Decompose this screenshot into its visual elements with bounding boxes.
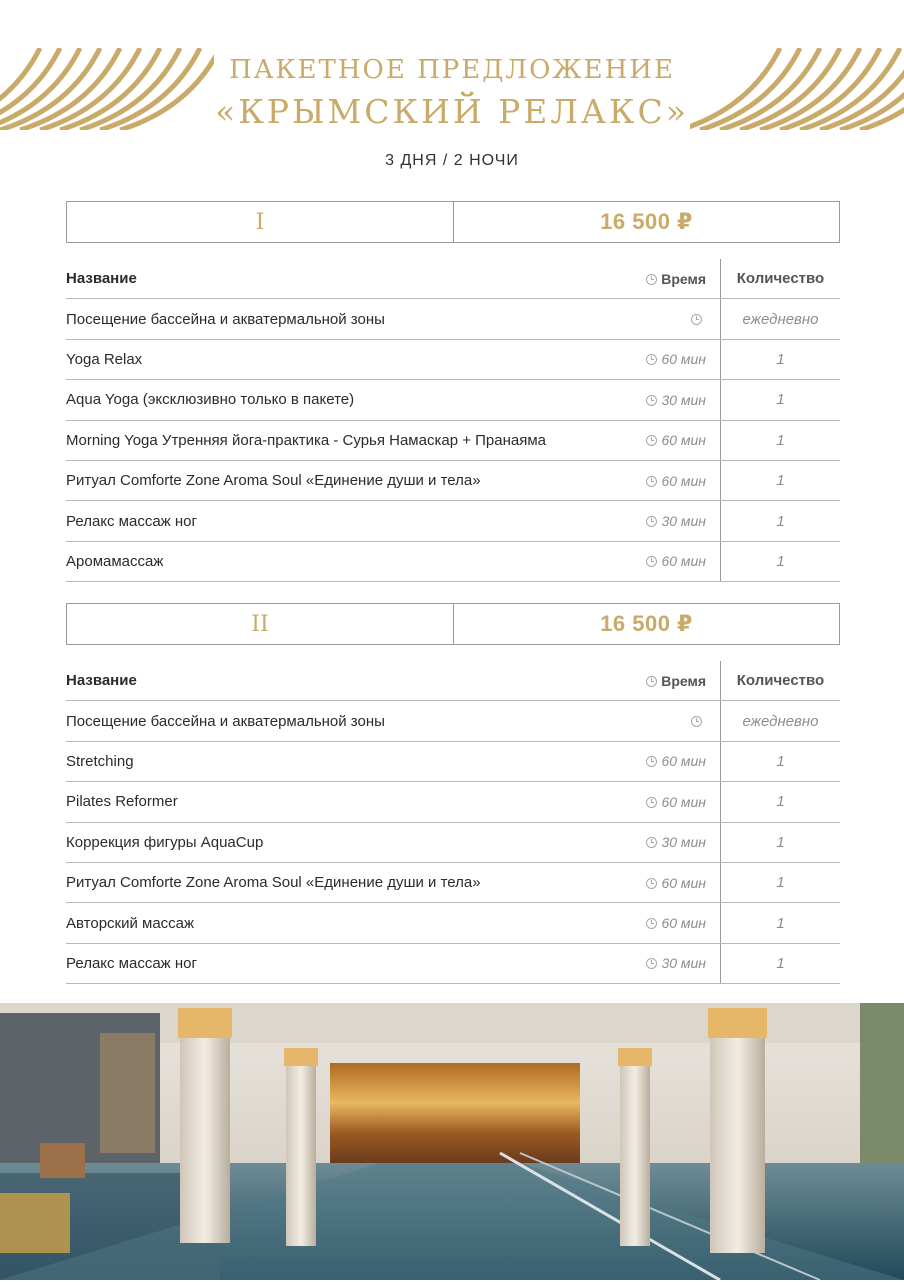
table-row: [66, 501, 840, 541]
table-row: [66, 944, 840, 984]
table-row: [66, 701, 840, 741]
column-name-header: Название: [66, 672, 137, 690]
service-quantity: 1: [720, 782, 840, 821]
service-quantity: 1: [720, 823, 840, 862]
clock-icon: [646, 797, 657, 808]
clock-icon: [646, 354, 657, 365]
service-quantity: 1: [720, 461, 840, 500]
service-name: Посещение бассейна и акватермальной зоны: [66, 310, 385, 328]
service-quantity: 1: [720, 340, 840, 379]
table-row: [66, 903, 840, 943]
page-title-line1: ПАКЕТНОЕ ПРЕДЛОЖЕНИЕ: [229, 55, 675, 85]
clock-icon: [646, 958, 657, 969]
service-quantity: 1: [720, 944, 840, 983]
column-qty-header: Количество: [720, 661, 840, 700]
clock-icon: [646, 756, 657, 767]
clock-icon: [646, 837, 657, 848]
service-quantity: 1: [720, 742, 840, 781]
clock-icon: [646, 676, 657, 687]
service-name: Pilates Reformer: [66, 793, 178, 811]
clock-icon: [646, 918, 657, 929]
clock-icon: [691, 716, 702, 727]
service-duration: 60 мин: [630, 473, 720, 489]
package-price: 16 500 ₽: [600, 209, 693, 234]
service-name: Ритуал Comforte Zone Aroma Soul «Единение души и тела»: [66, 472, 481, 490]
service-quantity: 1: [720, 542, 840, 581]
service-duration: 30 мин: [630, 955, 720, 971]
page-title-line2: «КРЫМСКИЙ РЕЛАКС»: [215, 92, 689, 131]
service-duration: 30 мин: [630, 392, 720, 408]
service-duration: 60 мин: [630, 553, 720, 569]
clock-icon: [646, 395, 657, 406]
service-duration: [630, 713, 720, 729]
service-duration: [630, 311, 720, 327]
package-header-2: [66, 603, 840, 645]
service-duration: 60 мин: [630, 875, 720, 891]
clock-icon: [646, 556, 657, 567]
service-name: Yoga Relax: [66, 350, 143, 368]
package-number: I: [67, 202, 454, 242]
table-row: [66, 421, 840, 461]
table-row: [66, 340, 840, 380]
table-row: [66, 380, 840, 420]
service-quantity: ежедневно: [720, 299, 840, 338]
clock-icon: [646, 274, 657, 285]
service-name: Посещение бассейна и акватермальной зоны: [66, 712, 385, 730]
table-header: [66, 259, 840, 299]
column-name-header: Название: [66, 270, 137, 288]
service-quantity: 1: [720, 863, 840, 902]
clock-icon: [691, 314, 702, 325]
package-number: II: [67, 604, 454, 644]
table-header: [66, 661, 840, 701]
service-name: Релакс массаж ног: [66, 954, 197, 972]
service-duration: 60 мин: [630, 794, 720, 810]
package-duration: 3 ДНЯ / 2 НОЧИ: [385, 152, 519, 169]
table-row: [66, 823, 840, 863]
service-quantity: 1: [720, 501, 840, 540]
clock-icon: [646, 476, 657, 487]
clock-icon: [646, 435, 657, 446]
service-name: Stretching: [66, 752, 134, 770]
column-qty-header: Количество: [720, 259, 840, 298]
service-quantity: 1: [720, 380, 840, 419]
service-name: Релакс массаж ног: [66, 512, 197, 530]
service-quantity: 1: [720, 903, 840, 942]
service-duration: 60 мин: [630, 753, 720, 769]
table-row: [66, 863, 840, 903]
service-name: Аромамассаж: [66, 552, 164, 570]
service-name: Ритуал Comforte Zone Aroma Soul «Единение души и тела»: [66, 874, 481, 892]
services-table-1: [66, 259, 840, 582]
service-duration: 30 мин: [630, 834, 720, 850]
column-time-header: Время: [630, 673, 720, 689]
table-row: [66, 742, 840, 782]
service-quantity: 1: [720, 421, 840, 460]
package-price: 16 500 ₽: [600, 611, 693, 636]
pool-photo: [0, 1003, 904, 1280]
package-header-1: [66, 201, 840, 243]
service-name: Авторский массаж: [66, 914, 195, 932]
service-duration: 60 мин: [630, 351, 720, 367]
service-duration: 60 мин: [630, 432, 720, 448]
table-row: [66, 461, 840, 501]
services-table-2: [66, 661, 840, 984]
table-row: [66, 782, 840, 822]
service-duration: 30 мин: [630, 513, 720, 529]
service-quantity: ежедневно: [720, 701, 840, 740]
clock-icon: [646, 516, 657, 527]
service-name: Morning Yoga Утренняя йога-практика - Сурья Намаскар + Пранаяма: [66, 431, 547, 449]
service-duration: 60 мин: [630, 915, 720, 931]
clock-icon: [646, 878, 657, 889]
table-row: [66, 299, 840, 339]
service-name: Aqua Yoga (эксклюзивно только в пакете): [66, 391, 355, 409]
table-row: [66, 542, 840, 582]
column-time-header: Время: [630, 271, 720, 287]
service-name: Коррекция фигуры AquaCup: [66, 833, 264, 851]
